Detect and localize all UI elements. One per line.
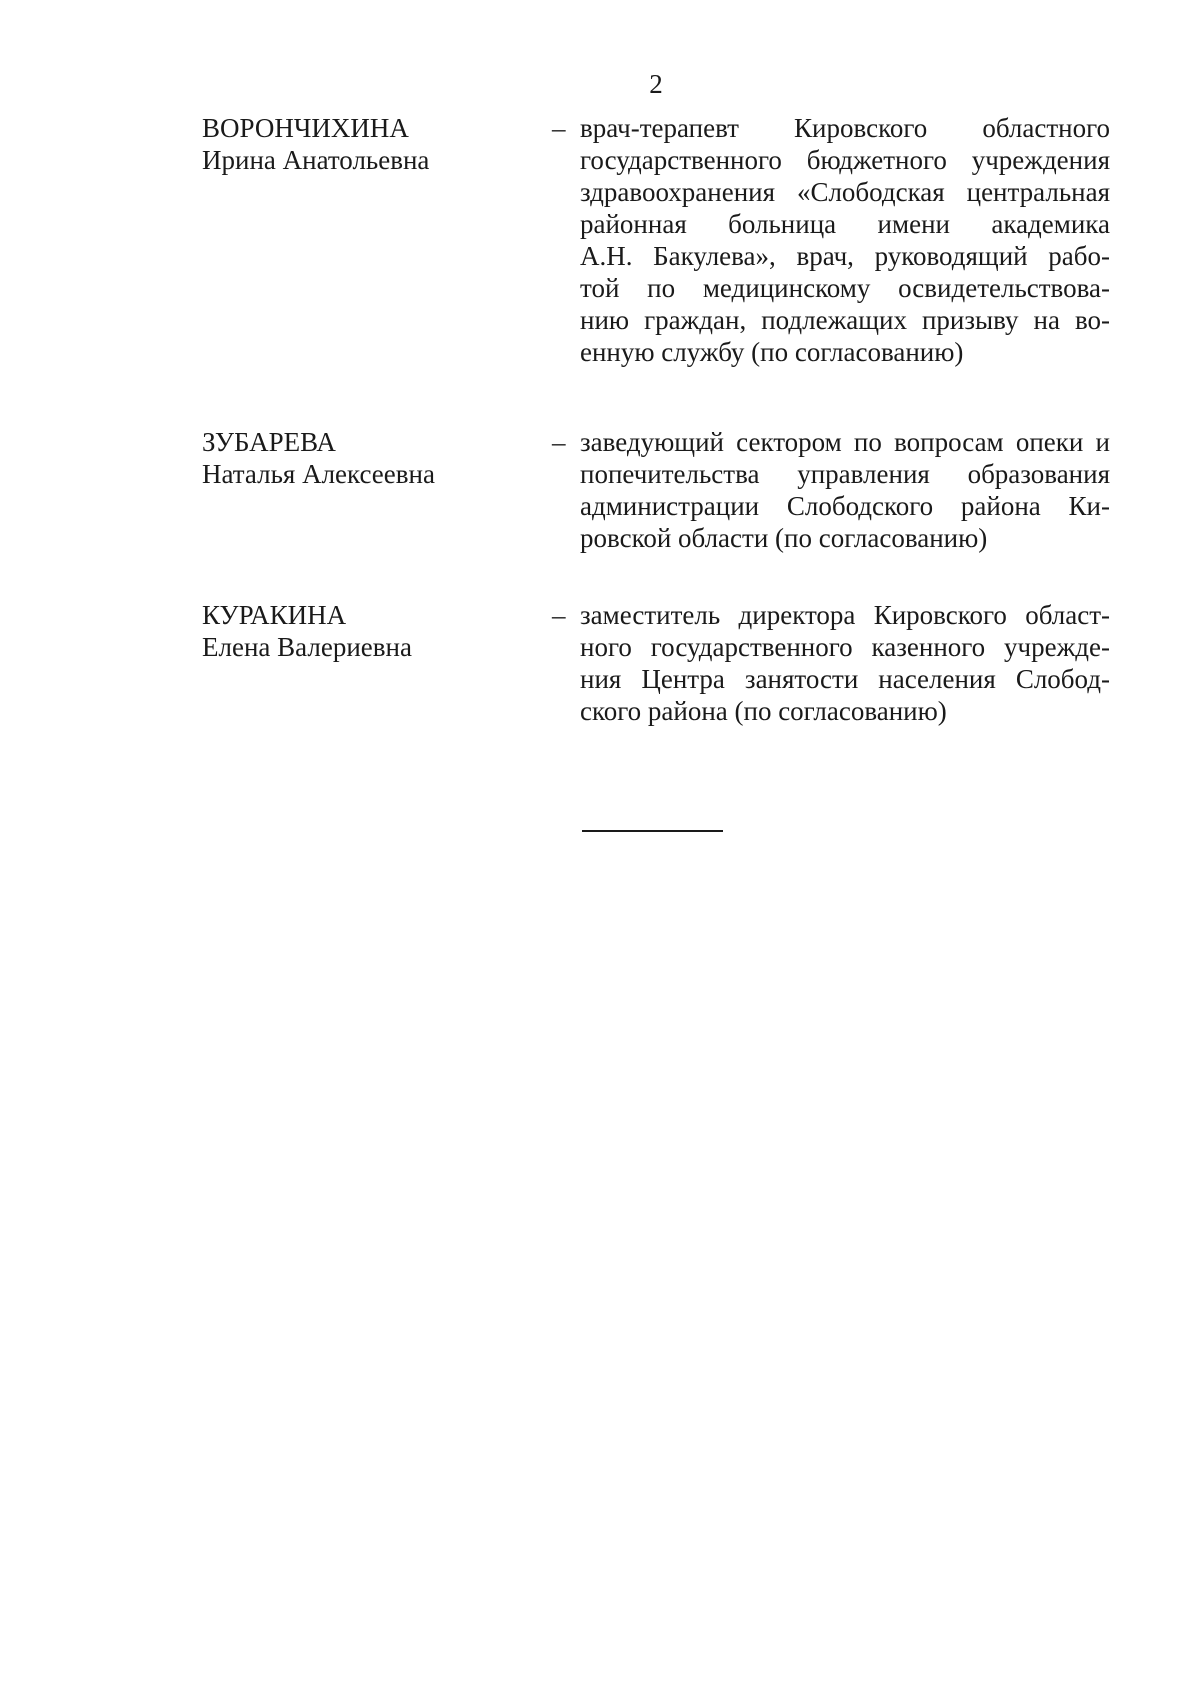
position-line: администрации Слободского района Ки- [580, 491, 1110, 521]
position-line: врач-терапевт Кировского областного [580, 113, 1110, 143]
position-line: А.Н. Бакулева», врач, руководящий рабо- [580, 241, 1110, 271]
member-position [580, 599, 1110, 727]
position-line: районная больница имени академика [580, 209, 1110, 239]
page-number: 2 [649, 69, 663, 99]
member-name [202, 112, 522, 176]
member-name [202, 426, 522, 490]
member-surname: ВОРОНЧИХИНА [202, 113, 409, 143]
position-line: ровской области (по согласованию) [580, 523, 988, 553]
position-line: попечительства управления образования [580, 459, 1110, 489]
position-line: той по медицинскому освидетельствова- [580, 273, 1110, 303]
position-line: ского района (по согласованию) [580, 696, 947, 726]
position-line: енную службу (по согласованию) [580, 337, 964, 367]
member-given-names: Елена Валериевна [202, 632, 412, 662]
position-line: здравоохранения «Слободская центральная [580, 177, 1110, 207]
member-position [580, 426, 1110, 554]
member-given-names: Наталья Алексеевна [202, 459, 435, 489]
closing-rule [582, 830, 723, 832]
position-line: ного государственного казенного учрежде- [580, 632, 1110, 662]
member-position [580, 112, 1110, 368]
entry-dash: – [552, 600, 566, 630]
position-line: заместитель директора Кировского област- [580, 600, 1110, 630]
position-line: государственного бюджетного учреждения [580, 145, 1110, 175]
position-line: нию граждан, подлежащих призыву на во- [580, 305, 1110, 335]
member-surname: ЗУБАРЕВА [202, 427, 336, 457]
member-name [202, 599, 522, 663]
position-line: заведующий сектором по вопросам опеки и [580, 427, 1110, 457]
position-line: ния Центра занятости населения Слобод- [580, 664, 1110, 694]
entry-dash: – [552, 113, 566, 143]
entry-dash: – [552, 427, 566, 457]
member-given-names: Ирина Анатольевна [202, 145, 430, 175]
member-surname: КУРАКИНА [202, 600, 347, 630]
